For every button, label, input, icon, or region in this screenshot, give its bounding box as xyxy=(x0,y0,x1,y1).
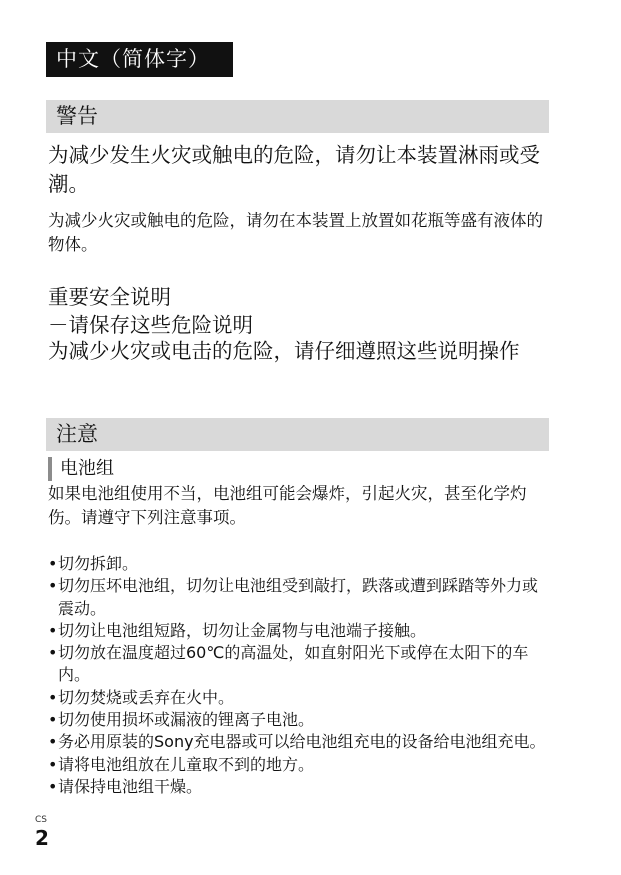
safety-keep-instructions: －请保存这些危险说明 xyxy=(48,313,253,337)
list-item xyxy=(48,575,548,620)
warning-section-title: 警告 xyxy=(46,100,549,133)
caution-section-title: 注意 xyxy=(46,418,549,451)
list-item-text: 切勿焚烧或丢弃在火中。 xyxy=(58,687,235,707)
list-item xyxy=(48,776,548,798)
battery-precautions-list xyxy=(48,553,548,798)
list-item-text: 务必用原装的Sony充电器或可以给电池组充电的设备给电池组充电。 xyxy=(58,732,546,752)
list-item xyxy=(48,553,548,575)
list-item xyxy=(48,709,548,731)
bullet-icon: • xyxy=(48,620,58,640)
bullet-icon: • xyxy=(48,776,58,796)
bullet-icon: • xyxy=(48,554,58,573)
language-tag: 中文（简体字） xyxy=(46,42,233,77)
bullet-icon: • xyxy=(48,732,58,752)
list-item xyxy=(48,642,548,687)
list-item-text: 切勿拆卸。 xyxy=(58,554,139,573)
list-item xyxy=(48,754,548,776)
bullet-icon: • xyxy=(48,576,58,596)
safety-instruction-text: 为减少火灾或电击的危险，请仔细遵照这些说明操作 xyxy=(48,339,520,363)
region-code: CS xyxy=(35,815,47,825)
warning-small-text: 为减少火灾或触电的危险，请勿在本装置上放置如花瓶等盛有液体的物体。 xyxy=(48,211,543,254)
warning-large-text: 为减少发生火灾或触电的危险，请勿让本装置淋雨或受潮。 xyxy=(48,143,540,196)
bullet-icon: • xyxy=(48,754,58,774)
bullet-icon: • xyxy=(48,643,58,663)
list-item-text: 切勿放在温度超过60℃的高温处，如直射阳光下或停在太阳下的车内。 xyxy=(58,643,529,685)
list-item xyxy=(48,687,548,709)
list-item-text: 切勿让电池组短路，切勿让金属物与电池端子接触。 xyxy=(58,620,427,640)
list-item-text: 切勿压坏电池组，切勿让电池组受到敲打，跌落或遭到踩踏等外力或震动。 xyxy=(58,576,539,618)
safety-title: 重要安全说明 xyxy=(48,285,171,309)
battery-intro: 如果电池组使用不当，电池组可能会爆炸，引起火灾，甚至化学灼伤。请遵守下列注意事项。 xyxy=(48,484,527,527)
list-item-text: 请保持电池组干燥。 xyxy=(58,776,203,796)
bullet-icon: • xyxy=(48,687,58,707)
list-item xyxy=(48,731,548,753)
battery-heading: 电池组 xyxy=(48,457,114,481)
bullet-icon: • xyxy=(48,710,58,730)
list-item xyxy=(48,620,548,642)
list-item-text: 请将电池组放在儿童取不到的地方。 xyxy=(58,754,315,774)
list-item-text: 切勿使用损坏或漏液的锂离子电池。 xyxy=(58,710,315,730)
page-number: 2 xyxy=(35,826,49,850)
